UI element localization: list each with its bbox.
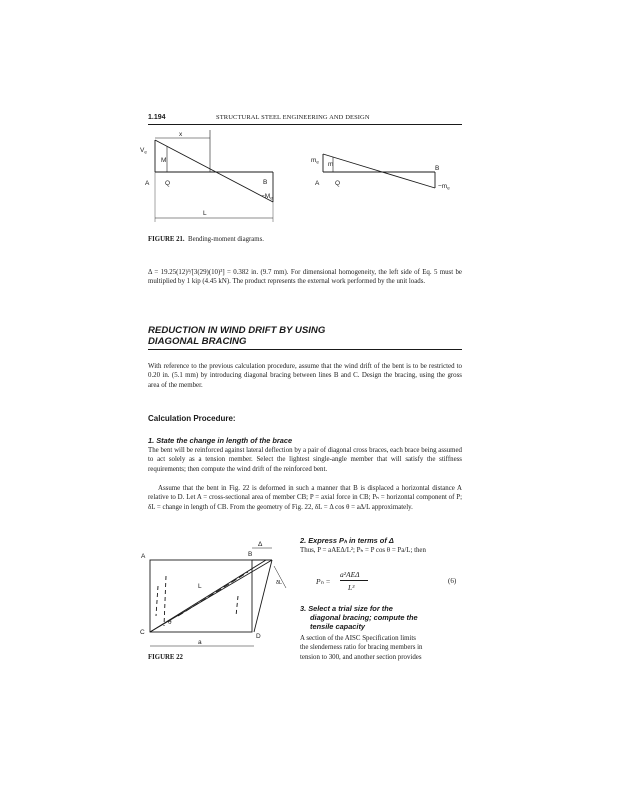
section-title: REDUCTION IN WIND DRIFT BY USING DIAGONAL BRACING [148, 325, 326, 347]
step-1-title: 1. State the change in length of the brace [148, 436, 293, 445]
label-x: x [179, 131, 183, 138]
label-neg-Me: $-M_e$ [261, 193, 273, 201]
label-A-fig22: A [141, 553, 146, 560]
label-Q-left: Q [165, 180, 171, 187]
step-1-text: The bent will be reinforced against lateral deflection by a pair of diagonal cross braces, each brace being assumed to act solely as a tension member. Select the lightest single-angle member that will satisfy the stiffness requirements; then compute the wind drift of the reinforced bent. [148, 447, 462, 473]
label-D-fig22: D [256, 633, 261, 640]
section-rule [148, 349, 462, 350]
step-2-title: 2. Express Pₕ in terms of Δ [300, 536, 394, 545]
page-number: 1.194 [148, 114, 166, 121]
bent-frame [150, 560, 252, 632]
label-B-fig22: B [248, 551, 253, 558]
label-A-right: A [315, 180, 320, 187]
label-me: $m_e$ [311, 157, 319, 165]
figure-21-caption: FIGURE 21. Bending-moment diagrams. [148, 236, 264, 243]
running-title: STRUCTURAL STEEL ENGINEERING AND DESIGN [216, 114, 370, 121]
step-3-text: A section of the AISC Specification limits the slenderness ratio for bracing members in tension to 300, and another section provides [300, 635, 423, 661]
label-L-fig22: L [198, 583, 202, 590]
label-dL-fig22: δL [276, 580, 283, 586]
step-3-title: 3. Select a trial size for the diagonal bracing; compute the tensile capacity [300, 604, 418, 631]
equation-number: (6) [448, 577, 457, 585]
label-delta-fig22: Δ [258, 541, 263, 548]
label-A-left: A [145, 180, 150, 187]
moment-sloped-line [155, 140, 273, 202]
label-m: m [328, 161, 334, 168]
label-C-fig22: C [140, 629, 145, 636]
paragraph-delta: Δ = 19.25(12)³/[3(29)(10)³] = 0.382 in. (9.7 mm). For dimensional homogeneity, the left side of Eq. 5 must be multiplied by 1 kip (4.45 kN). The product represents the external work performed by the unit loads. [148, 269, 462, 286]
label-neg-me: $-m_e$ [438, 183, 450, 191]
step-2-text: Thus, P = aAEΔ/L²; Pₕ = P cos θ = Pa/L; then [300, 547, 426, 554]
label-L-fig21: L [203, 210, 207, 217]
label-ve: $V_e$ [140, 147, 147, 155]
label-a-fig22: a [198, 639, 202, 646]
figure-21-diagram [135, 130, 465, 230]
header-rule [148, 124, 462, 125]
step-1-text-2: Assume that the bent in Fig. 22 is deformed in such a manner that B is displaced a horizontal distance A relative to D. Let A = cross-sectional area of member CB; P = axial force in CB; Pₕ = horizontal component of P; δL = change in length of CB. From the geometry of Fig. 22, δL = Δ cos θ = aΔ/L approximately. [148, 485, 462, 511]
figure-22-caption: FIGURE 22 [148, 654, 183, 661]
label-B-right: B [435, 165, 440, 172]
left-moment-diagram [155, 130, 273, 222]
page-header [148, 114, 462, 121]
paragraph-intro: With reference to the previous calculation procedure, assume that the wind drift of the bent is to be restricted to 0.20 in. (5.1 mm) by introducing diagonal bracing between lines B and C. Design the bracing, using the gross area of the member. [148, 363, 462, 389]
calculation-procedure-heading: Calculation Procedure: [148, 414, 236, 423]
figure-22-diagram [138, 536, 298, 658]
label-theta-fig22: θ [168, 619, 172, 626]
label-Q-right: Q [335, 180, 341, 187]
label-M: M [161, 157, 167, 164]
label-B-left: B [263, 179, 268, 186]
